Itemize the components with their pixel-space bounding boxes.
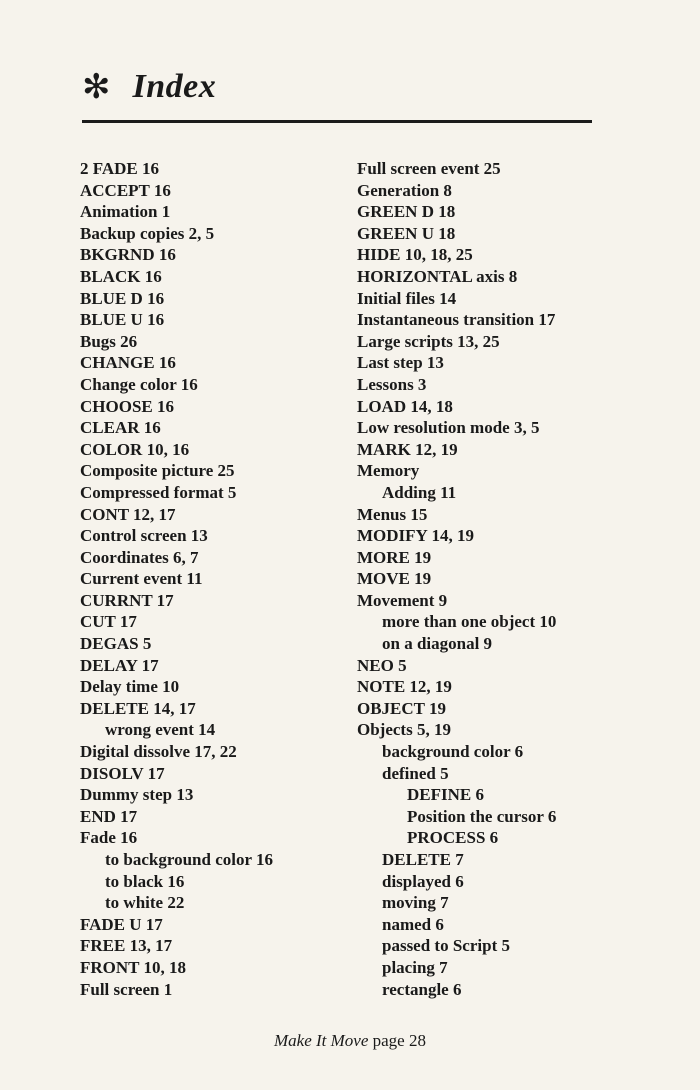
index-entry: PROCESS 6 (407, 828, 499, 848)
index-entry: FADE U 17 (80, 914, 163, 934)
index-entry: defined 5 (382, 763, 449, 783)
index-entry: placing 7 (382, 957, 448, 977)
index-entry: Digital dissolve 17, 22 (80, 742, 237, 762)
index-entry: CHOOSE 16 (80, 396, 174, 416)
index-entry: Control screen 13 (80, 526, 208, 546)
index-entry: MORE 19 (357, 547, 432, 567)
index-entry: Last step 13 (357, 353, 444, 373)
index-entry: Generation 8 (357, 180, 452, 200)
index-entry: rectangle 6 (382, 979, 462, 999)
index-entry: Delay time 10 (80, 677, 180, 697)
index-entry: Composite picture 25 (80, 461, 235, 481)
index-entry: HORIZONTAL axis 8 (357, 266, 518, 286)
index-entry: OBJECT 19 (357, 698, 446, 718)
index-entry: more than one object 10 (382, 612, 557, 632)
index-entry: to black 16 (105, 871, 185, 891)
index-entry: END 17 (80, 806, 138, 826)
index-entry: Coordinates 6, 7 (80, 547, 199, 567)
index-entry: Backup copies 2, 5 (80, 223, 215, 243)
footer-page-number: page 28 (372, 1031, 426, 1050)
index-entry: Low resolution mode 3, 5 (357, 418, 540, 438)
index-entry: Instantaneous transition 17 (357, 310, 556, 330)
index-entry: GREEN U 18 (357, 223, 456, 243)
index-entry: Animation 1 (80, 202, 171, 222)
index-entry: to white 22 (105, 893, 185, 913)
index-entry: Adding 11 (382, 482, 457, 502)
page-footer (0, 1031, 700, 1051)
index-entry: FREE 13, 17 (80, 936, 173, 956)
index-entry: Full screen 1 (80, 979, 173, 999)
title-rule (82, 120, 592, 123)
index-header (82, 68, 216, 106)
index-entry: DEGAS 5 (80, 634, 152, 654)
index-entry: Large scripts 13, 25 (357, 331, 500, 351)
footer-book-title: Make It Move (274, 1031, 369, 1050)
index-entry: Full screen event 25 (357, 159, 501, 178)
index-entry: CONT 12, 17 (80, 504, 176, 524)
index-entry: DELAY 17 (80, 655, 159, 675)
index-entry: DELETE 7 (382, 850, 464, 869)
index-entry: BLACK 16 (80, 266, 162, 286)
index-entry: Dummy step 13 (80, 785, 194, 805)
index-entry: displayed 6 (382, 871, 464, 891)
index-entry: CHANGE 16 (80, 353, 176, 373)
index-entry: BKGRND 16 (80, 245, 176, 265)
index-entry: GREEN D 18 (357, 202, 456, 222)
index-entry: named 6 (382, 914, 444, 934)
index-entry: Movement 9 (357, 590, 448, 610)
index-entry: 2 FADE 16 (80, 159, 160, 178)
index-entry: DELETE 14, 17 (80, 698, 196, 718)
index-entry: wrong event 14 (105, 720, 216, 740)
index-entry: COLOR 10, 16 (80, 439, 190, 459)
index-entry: Memory (357, 461, 420, 481)
index-entry: ACCEPT 16 (80, 180, 171, 200)
index-entry: NEO 5 (357, 655, 407, 675)
index-entry: DISOLV 17 (80, 763, 165, 783)
index-entry: MARK 12, 19 (357, 439, 458, 459)
index-entry: Current event 11 (80, 569, 203, 589)
index-entry: DEFINE 6 (407, 785, 484, 805)
index-entry: MOVE 19 (357, 569, 432, 589)
index-entry: CURRNT 17 (80, 590, 174, 610)
index-entry: Initial files 14 (357, 288, 457, 308)
index-entry: Lessons 3 (357, 374, 427, 394)
index-entry: BLUE D 16 (80, 288, 165, 308)
index-entry: on a diagonal 9 (382, 634, 493, 654)
index-entry: Bugs 26 (80, 331, 138, 351)
page-title: Index (132, 68, 217, 105)
index-entry: LOAD 14, 18 (357, 396, 453, 416)
index-entry: CUT 17 (80, 612, 137, 632)
index-entry: Change color 16 (80, 374, 198, 394)
index-entry: passed to Script 5 (382, 936, 510, 956)
index-entry: Position the cursor 6 (407, 806, 557, 826)
index-entry: background color 6 (382, 742, 524, 762)
index-entry: NOTE 12, 19 (357, 677, 452, 697)
index-entry: Menus 15 (357, 504, 428, 524)
index-column-left (80, 158, 370, 1000)
index-entry: moving 7 (382, 893, 449, 913)
index-entry: MODIFY 14, 19 (357, 526, 474, 546)
index-entry: BLUE U 16 (80, 310, 165, 330)
index-entry: FRONT 10, 18 (80, 957, 186, 977)
index-entry: CLEAR 16 (80, 418, 161, 438)
index-column-right (357, 158, 647, 1000)
index-entry: to background color 16 (105, 850, 273, 869)
index-entry: Compressed format 5 (80, 482, 237, 502)
index-entry: HIDE 10, 18, 25 (357, 245, 473, 265)
index-entry: Objects 5, 19 (357, 720, 451, 740)
index-entry: Fade 16 (80, 828, 138, 848)
asterisk-icon: ✻ (82, 67, 111, 107)
